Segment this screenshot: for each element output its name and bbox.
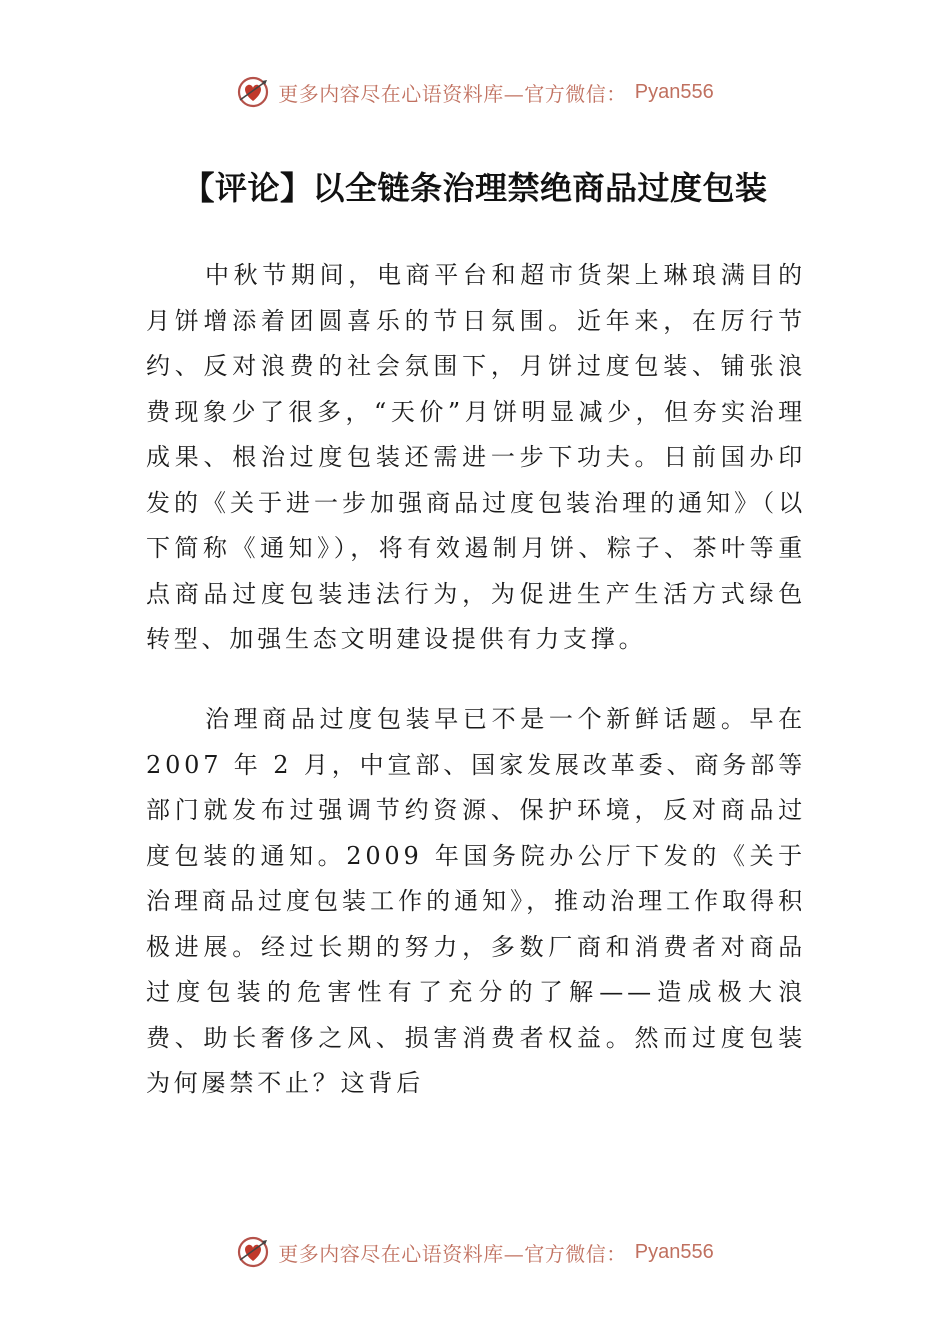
watermark-wechat-id: Pyan556 xyxy=(634,1240,714,1263)
paragraph-2: 治理商品过度包装早已不是一个新鲜话题。早在2007 年 2 月，中宣部、国家发展改革委、商务部等部门就发布过强调节约资源、保护环境，反对商品过度包装的通知。2009 年国务院办公厅下发的《关于治理商品过度包装工作的通知》，推动治理工作取得积极进展。经过长期的努力，多数厂商和消费者对商品过度包装的危害性有了充分的了解——造成极大浪费、助长奢侈之风、损害消费者权益。然而过度包装为何屡禁不止？这背后 xyxy=(146,705,806,1097)
watermark-footer xyxy=(0,1232,950,1272)
watermark-header xyxy=(0,72,950,112)
watermark-text: 更多内容尽在心语资料库—官方微信： xyxy=(278,1241,627,1266)
heart-logo-icon xyxy=(236,1235,270,1269)
article-title: 【评论】以全链条治理禁绝商品过度包装 xyxy=(182,169,768,207)
watermark-wechat-id: Pyan556 xyxy=(634,80,714,103)
heart-logo-icon xyxy=(236,75,270,109)
watermark-text: 更多内容尽在心语资料库—官方微信： xyxy=(278,81,627,106)
paragraph-1: 中秋节期间，电商平台和超市货架上琳琅满目的月饼增添着团圆喜乐的节日氛围。近年来，在厉行节约、反对浪费的社会氛围下，月饼过度包装、铺张浪费现象少了很多，“天价”月饼明显减少，但夯实治理成果、根治过度包装还需进一步下功夫。日前国办印发的《关于进一步加强商品过度包装治理的通知》（以下简称《通知》），将有效遏制月饼、粽子、茶叶等重点商品过度包装违法行为，为促进生产生活方式绿色转型、加强生态文明建设提供有力支撑。 xyxy=(146,261,806,653)
